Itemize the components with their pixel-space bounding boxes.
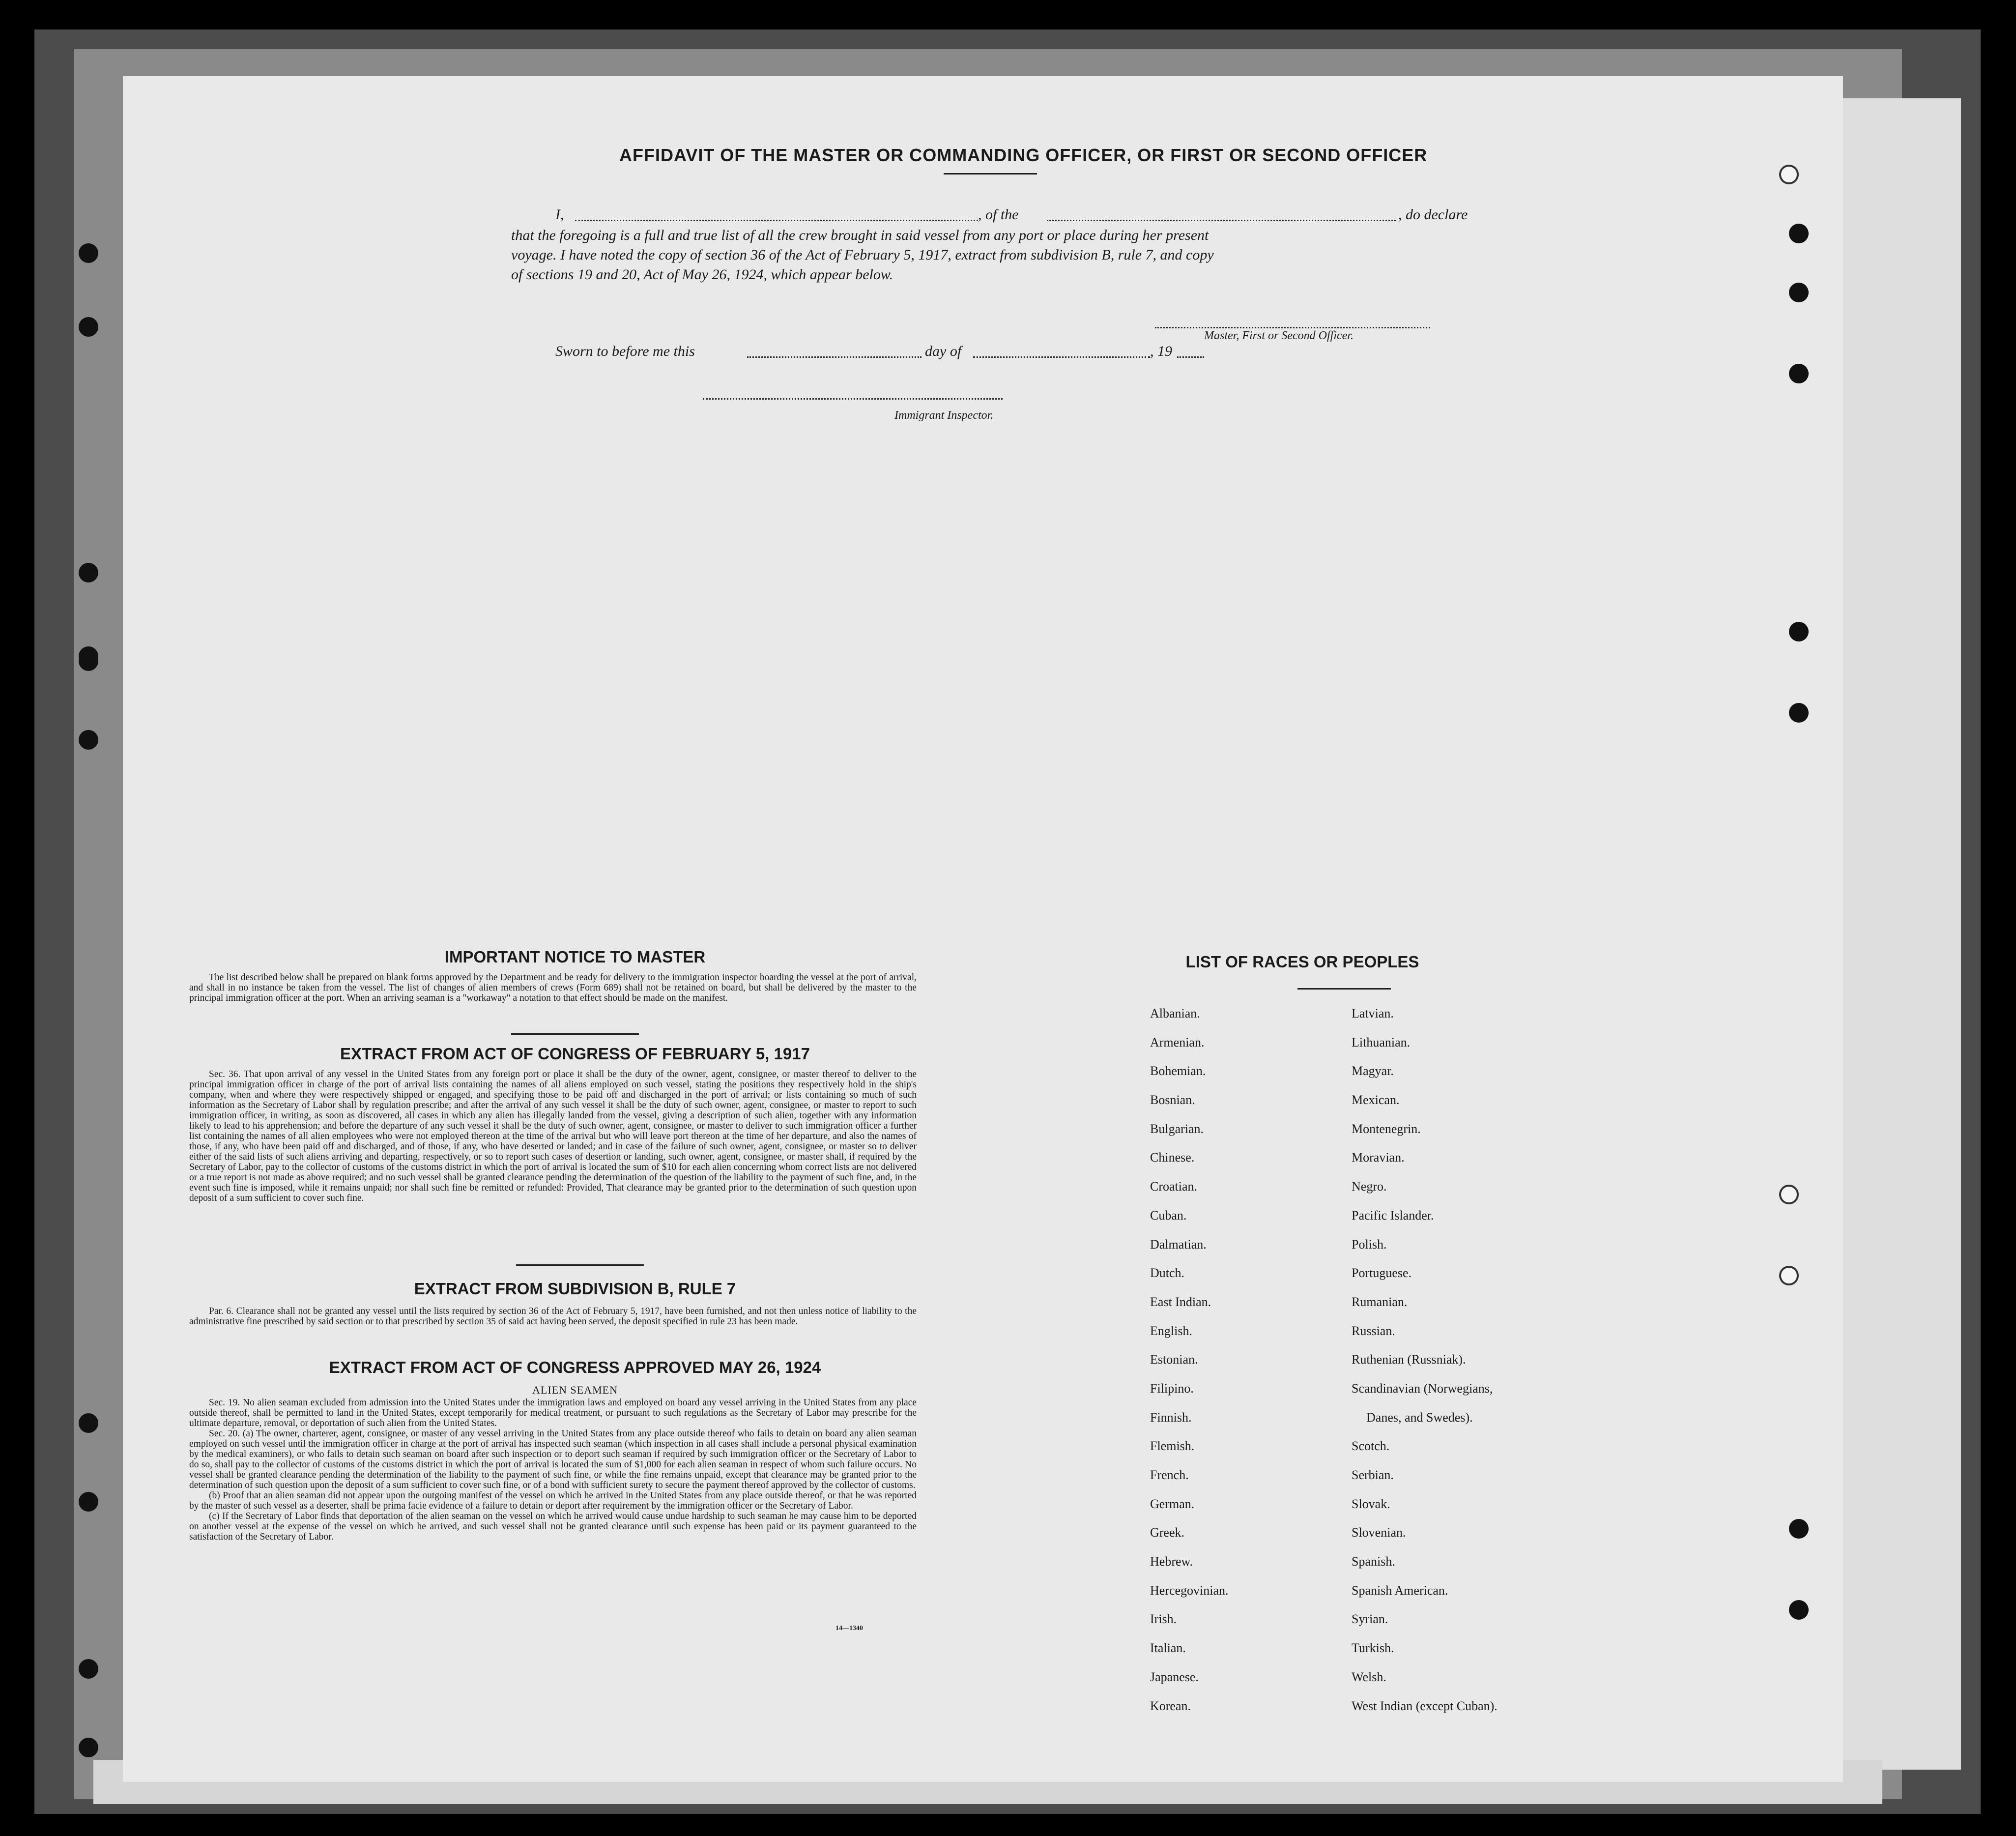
race-item: Japanese.: [1150, 1669, 1199, 1684]
extract-1924-body: [189, 1398, 917, 1542]
extract-1917-title: EXTRACT FROM ACT OF CONGRESS OF FEBRUARY 5, 1917: [340, 1045, 810, 1063]
race-item: French.: [1150, 1468, 1189, 1482]
divider: [511, 1033, 639, 1035]
race-item: West Indian (except Cuban).: [1352, 1698, 1498, 1713]
race-item: Polish.: [1352, 1237, 1387, 1252]
race-item: Scandinavian (Norwegians,: [1352, 1381, 1493, 1396]
race-item: Irish.: [1150, 1612, 1177, 1627]
race-item: Flemish.: [1150, 1439, 1195, 1454]
binder-hole-icon: [1789, 703, 1809, 723]
race-item: Moravian.: [1352, 1150, 1405, 1165]
year-prefix: , 19: [1150, 343, 1172, 359]
sec-36-text: Sec. 36. That upon arrival of any vessel in the United States from any foreign port or place it shall be the duty of the owner, agent, consignee, or master thereof to deliver to the principal immigration officer in charge of the port of arrival lists containing the names of all aliens employed on such vessel, stating the positions they respectively hold in the ship's company, when and where they were respectively shipped or engaged, and specifying those to be paid off and discharged in the port of arrival; or lists containing so much of such information as the Secretary of Labor shall by regulation prescribe; and after the arrival of any such vessel it shall be the duty of such owner, agent, consignee, or master to report to such immigration officer, in writing, as soon as discovered, all cases in which any alien has illegally landed from the vessel, giving a description of such alien, together with any information likely to lead to his apprehension; and before the departure of any such vessel it shall be the duty of such owner, agent, consignee, or master to deliver to such immigration officer a further list containing the names of all alien employees who were not employed thereon at the time of the arrival but who will leave port thereon at the time of her departure, and also the names of those, if any, who have been paid off and discharged, and of those, if any, who have deserted or landed; and in case of the failure of such owner, agent, consignee, or master so to deliver either of the said lists of such aliens arriving and departing, respectively, or so to report such cases of desertion or landing, such owner, agent, consignee, or master shall, if required by the Secretary of Labor, pay to the collector of customs of the customs district in which the port of arrival is located the sum of $10 for each alien concerning whom correct lists are not delivered or a true report is not made as above required; and no such vessel shall be granted clearance pending the determination of the question of the liability to the payment of such fine, and, in the event such fine is imposed, while it remains unpaid; nor shall such fine be remitted or refunded: Provided, That clearance may be granted prior to the determination of such question upon deposit of a sum sufficient to cover such fine.: [189, 1069, 917, 1203]
sec-19-text: Sec. 19. No alien seaman excluded from admission into the United States under the immigration laws and employed on board any vessel arriving in the United States from any place outside thereof, shall be permitted to land in the United States, except temporarily for medical treatment, or pursuant to such regulations as the Secretary of Labor may prescribe for the ultimate departure, removal, or deportation of such alien from the United States.: [189, 1398, 917, 1428]
race-item: Ruthenian (Russniak).: [1352, 1352, 1466, 1367]
race-item: Lithuanian.: [1352, 1035, 1411, 1049]
race-item: Portuguese.: [1352, 1266, 1412, 1281]
binder-hole-icon: [79, 1659, 98, 1679]
binder-hole-icon: [1789, 224, 1809, 243]
race-item: Welsh.: [1352, 1669, 1386, 1684]
binder-hole-icon: [1779, 1266, 1799, 1285]
race-item: Chinese.: [1150, 1150, 1195, 1165]
race-item: Spanish.: [1352, 1554, 1395, 1569]
sec-20a-text: Sec. 20. (a) The owner, charterer, agent, consignee, or master of any vessel arriving in the United States from any place outside thereof who fails to detain on board any alien seaman employed on such vessel until the immigration officer in charge at the port of arrival has inspected such seaman (which inspection in all cases shall include a personal physical examination by the medical examiners), or who fails to detain such seaman on board after such inspection or to deport such seaman if required by such immigration officer or the Secretary of Labor to do so, shall pay to the collector of customs of the customs district in which the port of arrival is located the sum of $1,000 for each alien seaman in respect of whom such failure occurs. No vessel shall be granted clearance pending the determination of the liability to the payment of such fine, or while the fine remains unpaid, except that clearance may be granted prior to the determination of such question upon the deposit of a sum sufficient to cover such fine, or of a bond with sufficient surety to secure the payment thereof approved by the collector of customs.: [189, 1428, 917, 1490]
name-field[interactable]: [575, 220, 978, 221]
race-item: Finnish.: [1150, 1410, 1192, 1425]
race-item: Turkish.: [1352, 1641, 1394, 1656]
binder-hole-icon: [79, 651, 98, 671]
affidavit-line-2: that the foregoing is a full and true list of all the crew brought in said vessel from any port or place during her present: [511, 227, 1209, 243]
alien-seamen-subtitle: ALIEN SEAMEN: [532, 1384, 618, 1396]
inspector-signature-line[interactable]: [703, 398, 1003, 400]
races-left-column: [1150, 999, 1347, 1720]
race-item: English.: [1150, 1323, 1192, 1338]
race-item: Danes, and Swedes).: [1366, 1410, 1473, 1425]
race-item: Dalmatian.: [1150, 1237, 1207, 1252]
race-item: Montenegrin.: [1352, 1121, 1421, 1136]
affidavit-line-4: of sections 19 and 20, Act of May 26, 1924, which appear below.: [511, 266, 893, 283]
divider: [944, 173, 1037, 175]
master-signature-line[interactable]: [1155, 327, 1430, 328]
binder-hole-icon: [1779, 1185, 1799, 1204]
binder-hole-icon: [79, 1413, 98, 1433]
extract-rule7-title: EXTRACT FROM SUBDIVISION B, RULE 7: [414, 1280, 736, 1298]
race-item: Mexican.: [1352, 1093, 1400, 1107]
race-item: Latvian.: [1352, 1006, 1394, 1020]
divider: [516, 1264, 644, 1266]
race-item: East Indian.: [1150, 1294, 1211, 1309]
notice-text: The list described below shall be prepared on blank forms approved by the Department and be ready for delivery to the immigration inspector boarding the vessel at the port of arrival, and shall in no instance be taken from the vessel. The list of changes of alien members of crews (Form 689) shall not be retained on board, but shall be delivered by the master to the principal immigration officer at the port. When an arriving seaman is a "workaway" a notation to that effect should be made on the manifest.: [189, 972, 917, 1003]
binder-hole-icon: [79, 563, 98, 583]
race-item: Estonian.: [1150, 1352, 1198, 1367]
race-item: Greek.: [1150, 1525, 1185, 1540]
extract-1917-body: [189, 1069, 917, 1203]
binder-hole-icon: [79, 730, 98, 750]
race-item: Serbian.: [1352, 1468, 1394, 1482]
affidavit-line-1: [555, 205, 1587, 226]
race-item: Bulgarian.: [1150, 1121, 1204, 1136]
affidavit-of-the: , of the: [978, 206, 1019, 223]
affidavit-line-3: voyage. I have noted the copy of section 36 of the Act of February 5, 1917, extract from subdivision B, rule 7, and copy: [511, 247, 1214, 263]
form-number: 14—1340: [835, 1625, 863, 1632]
extract-1924-title: EXTRACT FROM ACT OF CONGRESS APPROVED MAY 26, 1924: [329, 1358, 821, 1376]
divider: [1297, 988, 1391, 990]
race-item: Bohemian.: [1150, 1064, 1206, 1078]
binder-hole-icon: [79, 243, 98, 263]
race-item: Croatian.: [1150, 1179, 1198, 1194]
race-item: Syrian.: [1352, 1612, 1388, 1627]
affidavit-do-declare: , do declare: [1398, 206, 1468, 223]
binder-hole-icon: [1789, 364, 1809, 383]
race-item: Rumanian.: [1352, 1294, 1408, 1309]
extract-rule7-body: [189, 1306, 917, 1327]
sworn-label: Sworn to before me this: [555, 343, 695, 359]
inspector-label: Immigrant Inspector.: [894, 409, 994, 422]
race-item: Italian.: [1150, 1641, 1186, 1656]
race-item: German.: [1150, 1496, 1195, 1511]
binder-hole-icon: [79, 1492, 98, 1512]
sworn-day-field[interactable]: [747, 356, 922, 358]
race-item: Hercegovinian.: [1150, 1583, 1229, 1598]
binder-hole-icon: [79, 1738, 98, 1757]
notice-body: [189, 972, 917, 1003]
race-item: Russian.: [1352, 1323, 1395, 1338]
vessel-field[interactable]: [1047, 220, 1396, 221]
race-item: Slovenian.: [1352, 1525, 1406, 1540]
binder-hole-icon: [1789, 1600, 1809, 1620]
races-right-column: [1352, 999, 1646, 1720]
race-item: Albanian.: [1150, 1006, 1200, 1020]
race-item: Slovak.: [1352, 1496, 1390, 1511]
race-item: Cuban.: [1150, 1208, 1187, 1223]
affidavit-title: AFFIDAVIT OF THE MASTER OR COMMANDING OFFICER, OR FIRST OR SECOND OFFICER: [619, 145, 1428, 165]
race-item: Korean.: [1150, 1698, 1191, 1713]
race-item: Magyar.: [1352, 1064, 1394, 1078]
sworn-line: [555, 342, 1391, 362]
race-item: Hebrew.: [1150, 1554, 1193, 1569]
race-item: Negro.: [1352, 1179, 1387, 1194]
sec-20b-text: (b) Proof that an alien seaman did not appear upon the outgoing manifest of the vessel on which he arrived in the United States from any place outside thereof, or that he was reported by the master of such vessel as a deserter, shall be prima facie evidence of a failure to detain or deport after requirement by the immigration officer or the Secretary of Labor.: [189, 1490, 917, 1511]
affidavit-i: I,: [555, 206, 564, 223]
sworn-year-field[interactable]: [1177, 356, 1204, 358]
binder-hole-icon: [1789, 622, 1809, 641]
document-sheet: [123, 76, 1843, 1782]
race-item: Bosnian.: [1150, 1093, 1195, 1107]
binder-hole-icon: [1789, 1519, 1809, 1539]
race-item: Filipino.: [1150, 1381, 1194, 1396]
binder-hole-icon: [79, 317, 98, 337]
sec-20c-text: (c) If the Secretary of Labor finds that deportation of the alien seaman on the vessel on which he arrived would cause undue hardship to such seaman he may cause him to be deported on another vessel at the expense of the vessel on which he arrived, and such vessel shall not be granted clearance until such expense has been paid or its payment guaranteed to the satisfaction of the Secretary of Labor.: [189, 1511, 917, 1542]
binder-hole-icon: [1789, 283, 1809, 302]
day-of-label: day of: [925, 343, 962, 359]
notice-title: IMPORTANT NOTICE TO MASTER: [444, 948, 706, 966]
binder-hole-icon: [1779, 165, 1799, 184]
race-item: Dutch.: [1150, 1266, 1185, 1281]
races-title: LIST OF RACES OR PEOPLES: [1185, 953, 1419, 971]
sworn-month-field[interactable]: [973, 356, 1150, 358]
race-item: Scotch.: [1352, 1439, 1390, 1454]
race-item: Pacific Islander.: [1352, 1208, 1434, 1223]
par-6-text: Par. 6. Clearance shall not be granted any vessel until the lists required by section 36 of the Act of February 5, 1917, have been furnished, and not then unless notice of liability to the administrative fine prescribed by said section or to that prescribed by section 35 of said act having been served, the deposit specified in rule 23 has been made.: [189, 1306, 917, 1327]
race-item: Spanish American.: [1352, 1583, 1448, 1598]
race-item: Armenian.: [1150, 1035, 1205, 1049]
master-signature-label: Master, First or Second Officer.: [1204, 329, 1354, 342]
